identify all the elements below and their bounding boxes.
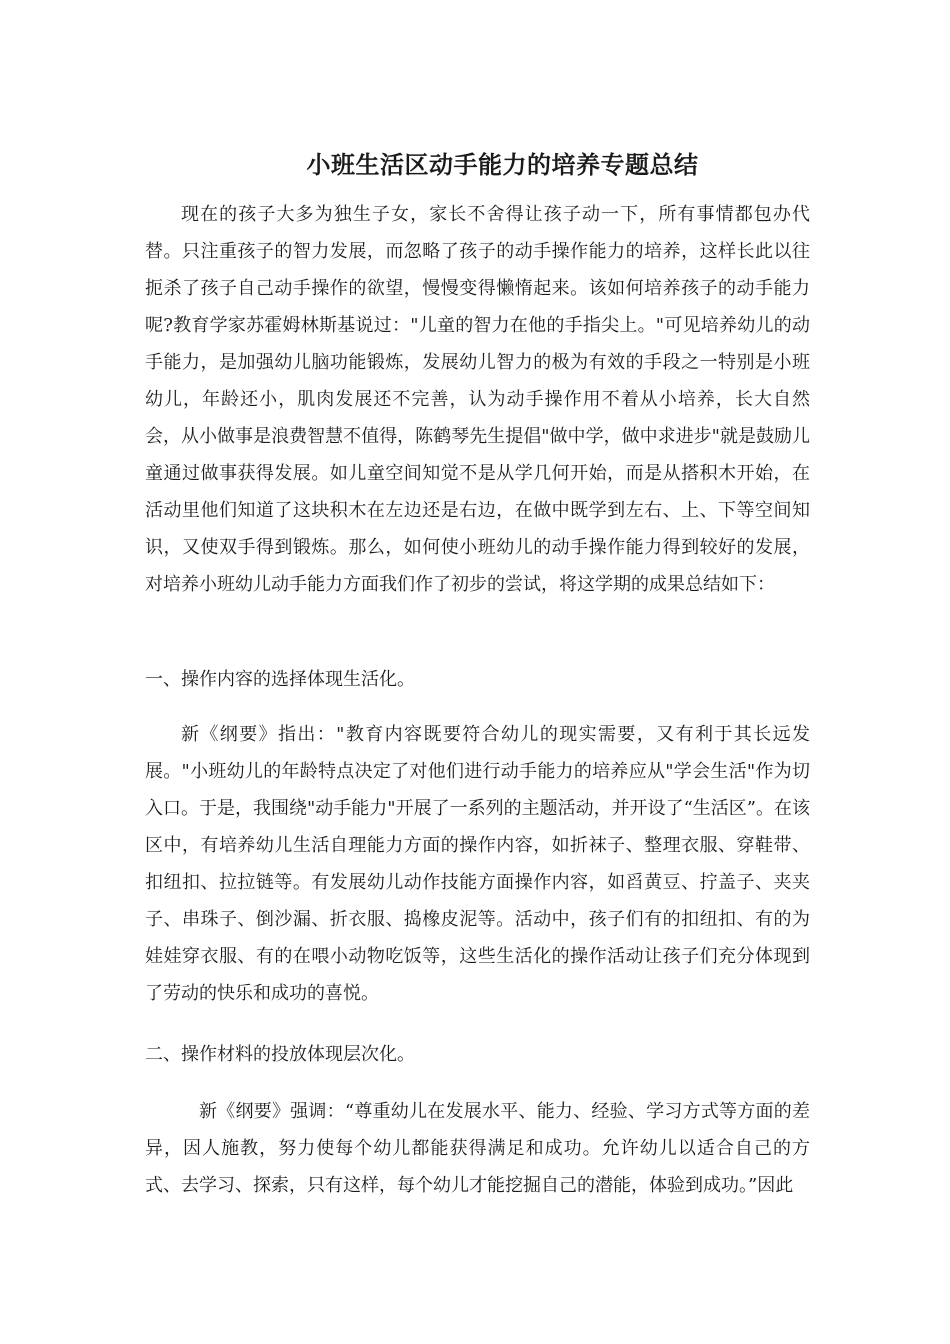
section-heading-2: 二、操作材料的投放体现层次化。 bbox=[145, 1044, 415, 1065]
section-heading-1: 一、操作内容的选择体现生活化。 bbox=[145, 669, 415, 690]
intro-paragraph: 现在的孩子大多为独生子女，家长不舍得让孩子动一下，所有事情都包办代替。只注重孩子的智力发展，而忽略了孩子的动手操作能力的培养，这样长此以往扼杀了孩子自己动手操作的欲望，慢慢变得懒惰起来。该如何培养孩子的动手能力呢?教育学家苏霍姆林斯基说过："儿童的智力在他的手指尖上。"可见培养幼儿的动手能力，是加强幼儿脑功能锻炼，发展幼儿智力的极为有效的手段之一特别是小班幼儿，年龄还小，肌肉发展还不完善，认为动手操作用不着从小培养，长大自然会，从小做事是浪费智慧不值得，陈鹤琴先生提倡"做中学，做中求进步"就是鼓励儿童通过做事获得发展。如儿童空间知觉不是从学几何开始，而是从搭积木开始，在活动里他们知道了这块积木在左边还是右边，在做中既学到左右、上、下等空间知识，又使双手得到锻炼。那么，如何使小班幼儿的动手操作能力得到较好的发展，对培养小班幼儿动手能力方面我们作了初步的尝试，将这学期的成果总结如下： bbox=[145, 204, 810, 595]
section-2-paragraph: 新《纲要》强调：“尊重幼儿在发展水平、能力、经验、学习方式等方面的差异，因人施教，努力使每个幼儿都能获得满足和成功。允许幼儿以适合自己的方式、去学习、探索，只有这样，每个幼儿才能挖掘自己的潜能，体验到成功。”因此 bbox=[145, 1101, 810, 1196]
document-title: 小班生活区动手能力的培养专题总结 bbox=[306, 150, 699, 180]
section-1-paragraph: 新《纲要》指出："教育内容既要符合幼儿的现实需要，又有利于其长远发展。"小班幼儿的年龄特点决定了对他们进行动手能力的培养应从"学会生活"作为切入口。于是，我围绕"动手能力"开展了一系列的主题活动，并开设了“生活区”。在该区中，有培养幼儿生活自理能力方面的操作内容，如折袜子、整理衣服、穿鞋带、扣纽扣、拉拉链等。有发展幼儿动作技能方面操作内容，如舀黄豆、拧盖子、夹夹子、串珠子、倒沙漏、折衣服、捣橡皮泥等。活动中，孩子们有的扣纽扣、有的为娃娃穿衣服、有的在喂小动物吃饭等，这些生活化的操作活动让孩子们充分体现到了劳动的快乐和成功的喜悦。 bbox=[145, 724, 810, 1004]
